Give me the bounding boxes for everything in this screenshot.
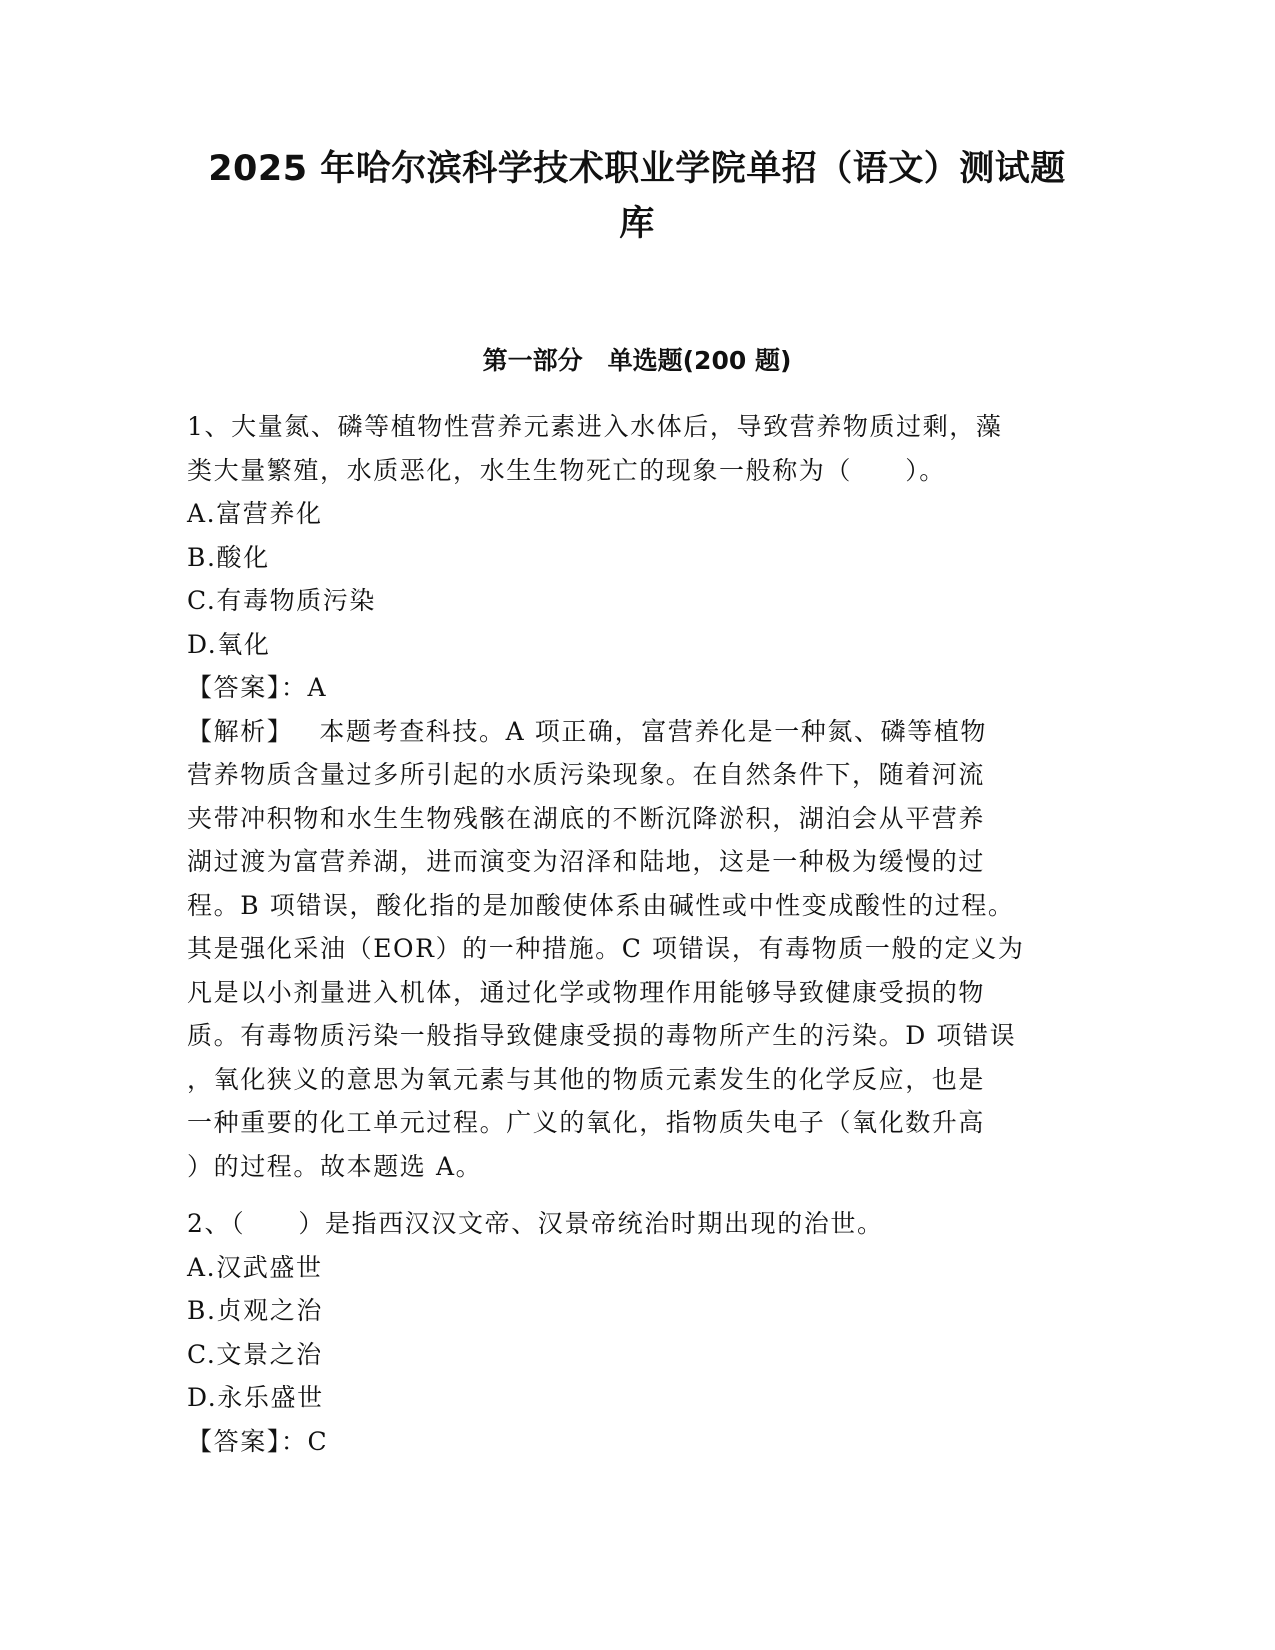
- document-title: [187, 142, 1087, 252]
- question-stem-line: 1、大量氮、磷等植物性营养元素进入水体后，导致营养物质过剩，藻: [187, 412, 1003, 441]
- answer-line: [187, 666, 1087, 710]
- analysis-line: 一种重要的化工单元过程。广义的氧化，指物质失电子（氧化数升高: [187, 1108, 986, 1137]
- analysis-line: 湖过渡为富营养湖，进而演变为沼泽和陆地，这是一种极为缓慢的过: [187, 847, 986, 876]
- analysis-line: ，氧化狭义的意思为氧元素与其他的物质元素发生的化学反应，也是: [187, 1064, 986, 1094]
- option-b: B.酸化: [187, 542, 270, 572]
- answer-label: 【答案】：: [187, 1426, 308, 1456]
- question-1: [187, 405, 1087, 1188]
- analysis-line: 程。B 项错误，酸化指的是加酸使体系由碱性或中性变成酸性的过程。: [187, 890, 1015, 920]
- section-heading: 第一部分 单选题(200 题): [482, 346, 792, 375]
- title-line-2: 库: [619, 204, 655, 244]
- answer-label: 【答案】：: [187, 673, 308, 702]
- analysis-line: ）的过程。故本题选 A。: [187, 1151, 483, 1181]
- option-a: A.富营养化: [187, 499, 323, 528]
- answer-value: C: [307, 1426, 329, 1456]
- analysis-label: 【解析】: [187, 716, 294, 746]
- question-2: [187, 1202, 1087, 1463]
- option-d: D.氧化: [187, 629, 271, 659]
- answer-value: A: [307, 673, 328, 702]
- question-stem-line: 2、（ ）是指西汉汉文帝、汉景帝统治时期出现的治世。: [187, 1209, 884, 1238]
- option-b: B.贞观之治: [187, 1296, 323, 1325]
- analysis-line: 凡是以小剂量进入机体，通过化学或物理作用能够导致健康受损的物: [187, 977, 986, 1007]
- option-a: A.汉武盛世: [187, 1252, 323, 1282]
- analysis-line: 质。有毒物质污染一般指导致健康受损的毒物所产生的污染。D 项错误: [187, 1021, 1017, 1050]
- analysis-line: 其是强化采油（EOR）的一种措施。C 项错误，有毒物质一般的定义为: [187, 934, 1025, 963]
- analysis-text: 本题考查科技。A 项正确，富营养化是一种氮、磷等植物: [319, 716, 988, 746]
- analysis-line: 夹带冲积物和水生生物残骸在湖底的不断沉降淤积，湖泊会从平营养: [187, 803, 986, 833]
- questions-body: [187, 405, 1087, 1463]
- option-c: C.有毒物质污染: [187, 586, 376, 615]
- answer-line: [187, 1420, 1087, 1464]
- question-stem-line: 类大量繁殖，水质恶化，水生生物死亡的现象一般称为（ ）。: [187, 455, 946, 485]
- option-c: C.文景之治: [187, 1339, 323, 1369]
- title-line-1: 2025 年哈尔滨科学技术职业学院单招（语文）测试题: [208, 149, 1066, 189]
- analysis-line: 营养物质含量过多所引起的水质污染现象。在自然条件下，随着河流: [187, 760, 986, 789]
- option-d: D.永乐盛世: [187, 1383, 324, 1412]
- analysis-line: [187, 710, 1087, 754]
